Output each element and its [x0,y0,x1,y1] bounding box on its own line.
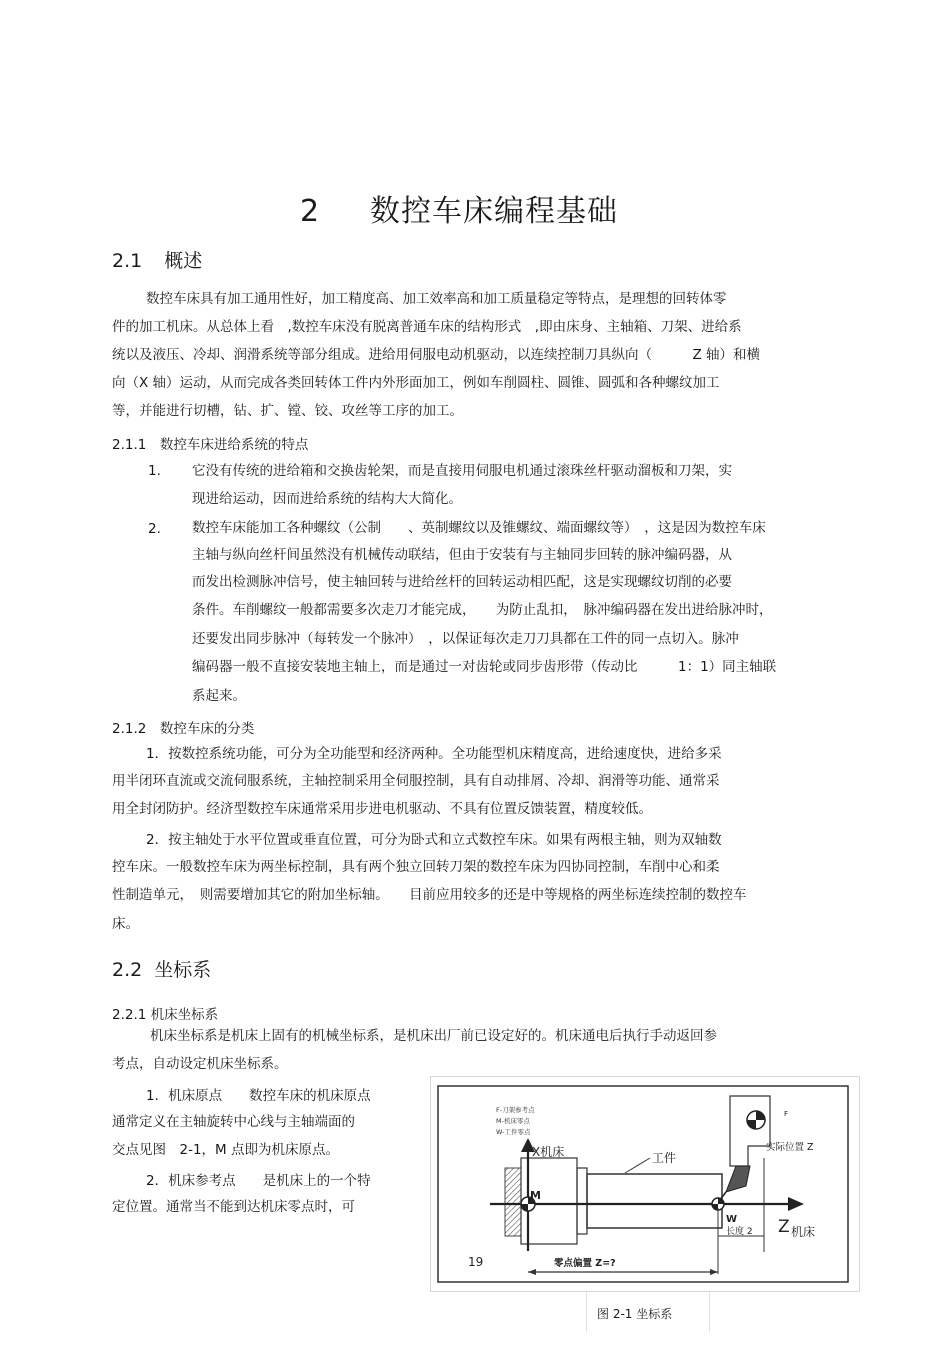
figure-caption: 图 2-1 坐标系 [597,1307,673,1321]
section-2-2-heading [112,955,211,982]
z-axis-arrow [788,1197,804,1211]
classification-para-line: 性制造单元， 则需要增加其它的附加坐标轴。 目前应用较多的还是中等规格的两坐标连续控制的数控车 [112,887,747,903]
classification-para-line: 用全封闭防护。经济型数控车床通常采用步进电机驱动、不具有位置反馈装置，精度较低。 [112,801,652,817]
page-number: 19 [468,1255,484,1269]
origin-para-line: 1．机床原点 数控车床的机床原点 [146,1088,371,1104]
subsection-2-2-1-heading: 2.2.1 机床坐标系 [112,1007,219,1023]
legend-item: F-刀架参考点 [496,1106,535,1114]
reference-para-line: 2．机床参考点 是机床上的一个特 [146,1173,371,1189]
overview-para-line: 统以及液压、冷却、润滑系统等部分组成。进给用伺服电动机驱动，以连续控制刀具纵向（ Z 轴）和横 [112,347,761,363]
origin-para-line: 通常定义在主轴旋转中心线与主轴端面的 [112,1114,355,1130]
m-label: M [530,1189,541,1202]
workpiece-label: 工件 [652,1151,677,1165]
origin-para-line: 交点见图 2-1，M 点即为机床原点。 [112,1142,339,1158]
classification-para-line: 床。 [112,916,139,932]
list-number: 1. [148,463,161,479]
z-axis-letter: Z [778,1217,790,1237]
tool-holder [730,1096,770,1166]
chapter-title-text: 数控车床编程基础 [370,194,618,229]
f-label: F [784,1110,789,1118]
z-axis-label: 机床 [791,1225,816,1239]
overview-para-line: 向（X 轴）运动，从而完成各类回转体工件内外形面加工，例如车削圆柱、圆锥、圆弧和各种螺纹加工 [112,375,720,391]
coordinate-system-figure [430,1076,858,1290]
w-label: W [726,1214,738,1225]
section-number: 2.1 [112,250,143,272]
workpiece [587,1174,722,1228]
subsection-2-1-2-heading: 2.1.2 数控车床的分类 [112,721,255,737]
offset-label: 零点偏置 Z=? [554,1258,616,1269]
list-item-line: 它没有传统的进给箱和交换齿轮架，而是直接用伺服电机通过滚珠丝杆驱动溜板和刀架，实 [192,463,732,479]
list-item-line: 还要发出同步脉冲（每转发一个脉冲） ，以保证每次走刀刀具都在工件的同一点切入。脉冲 [192,631,739,647]
classification-para-line: 控车床。一般数控车床为两坐标控制，具有两个独立回转刀架的数控车床为四协同控制，车削中心和柔 [112,859,720,875]
chapter-number: 2 [300,194,321,229]
list-item-line: 编码器一般不直接安装地主轴上，而是通过一对齿轮或同步齿形带（传动比 1：1）同主轴联 [192,659,777,675]
classification-para-line: 用半闭环直流或交流伺服系统，主轴控制采用全伺服控制，具有自动排屑、冷却、润滑等功能、通常采 [112,773,720,789]
legend-item: W-工件零点 [496,1128,531,1136]
spindle-hatch [505,1168,521,1236]
list-item-line: 数控车床能加工各种螺纹（公制 、英制螺纹以及锥螺纹、端面螺纹等） ，这是因为数控车床 [192,520,766,536]
list-item-line: 而发出检测脉冲信号，使主轴回转与进给丝杆的回转运动相匹配，这是实现螺纹切削的必要 [192,574,732,590]
list-item-line: 现进给运动，因而进给系统的结构大大简化。 [192,491,462,507]
tool-insert [726,1166,750,1192]
subsection-2-1-1-heading: 2.1.1 数控车床进给系统的特点 [112,437,309,453]
actual-position-label: 实际位置 Z [766,1142,814,1153]
machine-coord-para-line: 机床坐标系是机床上固有的机械坐标系，是机床出厂前已设定好的。机床通电后执行手动返回参 [150,1028,717,1044]
list-item-line: 条件。车削螺纹一般都需要多次走刀才能完成， 为防止乱扣， 脉冲编码器在发出进给脉冲时， [192,602,773,618]
chapter-title [300,186,618,230]
legend-item: M-机床零点 [496,1117,530,1125]
overview-para-line: 等，并能进行切槽，钻、扩、镗、铰、攻丝等工序的加工。 [112,403,463,419]
list-number: 2. [148,521,161,537]
classification-para-line: 1．按数控系统功能，可分为全功能型和经济两种。全功能型机床精度高，进给速度快，进给多采 [146,746,722,762]
list-item-line: 主轴与纵向丝杆间虽然没有机械传动联结，但由于安装有与主轴同步回转的脉冲编码器，从 [192,547,732,563]
section-title: 概述 [164,250,203,272]
machine-coord-para-line: 考点，自动设定机床坐标系。 [112,1056,288,1072]
x-axis-label: X机床 [532,1145,565,1159]
length-label: 长度 2 [726,1227,753,1237]
section-number: 2.2 [112,959,143,981]
section-title: 坐标系 [154,959,212,981]
overview-para-line: 件的加工机床。从总体上看 ,数控车床没有脱离普通车床的结构形式 ,即由床身、主轴箱、刀架、进给系 [112,319,742,335]
list-item-line: 系起来。 [192,688,246,704]
classification-para-line: 2．按主轴处于水平位置或垂直位置，可分为卧式和立式数控车床。如果有两根主轴，则为双轴数 [146,832,722,848]
overview-para-line: 数控车床具有加工通用性好，加工精度高、加工效率高和加工质量稳定等特点，是理想的回转体零 [146,291,727,307]
reference-para-line: 定位置。通常当不能到达机床零点时，可 [112,1199,355,1215]
section-2-1-heading [112,246,202,273]
chuck-jaw [577,1168,587,1234]
